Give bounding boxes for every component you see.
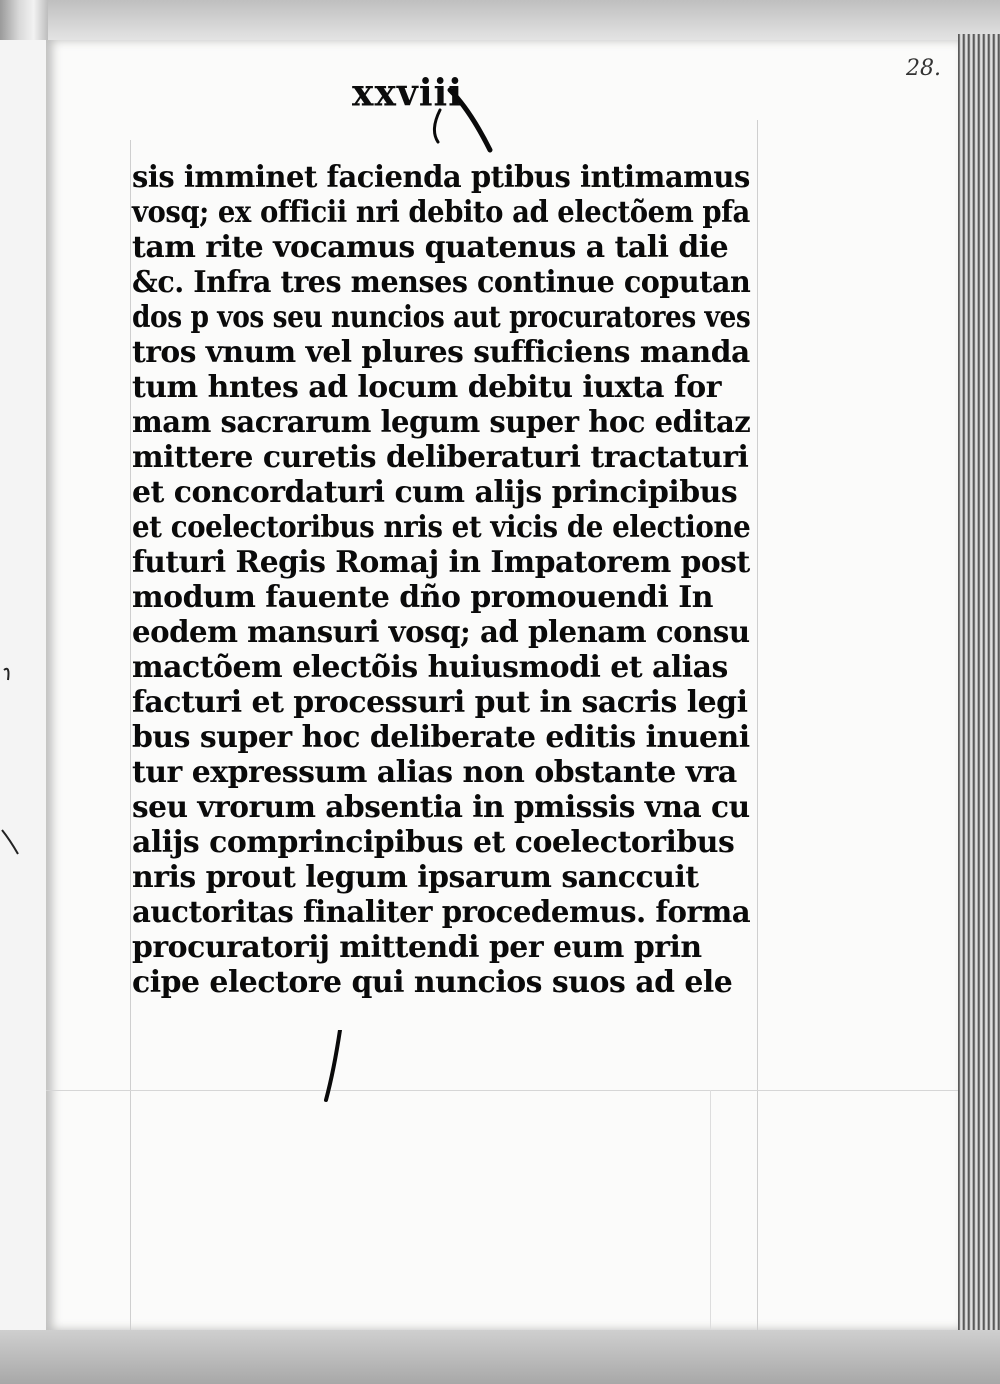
text-line: tros vnum vel plures sufficiens manda xyxy=(132,335,750,370)
text-line: cipe electore qui nuncios suos ad ele xyxy=(132,965,733,1000)
text-line: bus super hoc deliberate editis inueni xyxy=(132,720,750,755)
text-line: futuri Regis Romaj in Impatorem post xyxy=(132,545,750,580)
text-line: tum hntes ad locum debitu iuxta for xyxy=(132,370,722,405)
text-line: seu vrorum absentia in pmissis vna cu xyxy=(132,790,750,825)
text-line: procuratorij mittendi per eum prin xyxy=(132,930,702,965)
text-line: et coelectoribus nris et vicis de electione xyxy=(132,510,751,545)
manuscript-text xyxy=(132,160,752,1000)
ruling-line-bottom xyxy=(46,1090,958,1091)
text-line: tur expressum alias non obstante vra xyxy=(132,755,737,790)
text-line: vosq; ex officii nri debito ad electõem pfa xyxy=(132,195,750,230)
text-line: et concordaturi cum alijs principibus xyxy=(132,475,738,510)
folio-number: 28. xyxy=(906,56,941,81)
text-line: nris prout legum ipsarum sanccuit xyxy=(132,860,699,895)
text-line: eodem mansuri vosq; ad plenam consu xyxy=(132,615,750,650)
text-line: facturi et processuri put in sacris legi xyxy=(132,685,748,720)
descender-flourish xyxy=(300,1030,360,1110)
ruling-line-right xyxy=(757,120,758,1330)
ruling-line-lower xyxy=(710,1090,711,1330)
text-line: mittere curetis deliberaturi tractaturi xyxy=(132,440,749,475)
text-line: alijs comprincipibus et coelectoribus xyxy=(132,825,735,860)
text-line: modum fauente dño promouendi In xyxy=(132,580,713,615)
chapter-heading: xxviii xyxy=(352,70,463,116)
text-line: sis imminet facienda ptibus intimamus xyxy=(132,160,750,195)
text-line: tam rite vocamus quatenus a tali die xyxy=(132,230,729,265)
page-edges xyxy=(958,34,1000,1334)
background-bottom xyxy=(0,1330,1000,1384)
heading-flourish xyxy=(410,80,520,160)
ruling-line-left xyxy=(130,140,131,1330)
text-line: mam sacrarum legum super hoc editaz xyxy=(132,405,751,440)
text-line: dos p vos seu nuncios aut procuratores ves xyxy=(132,300,751,335)
text-line: &c. Infra tres menses continue coputan xyxy=(132,265,751,300)
text-line: auctoritas finaliter procedemus. forma xyxy=(132,895,751,930)
text-line: mactõem electõis huiusmodi et alias xyxy=(132,650,728,685)
facing-page-ink-marks xyxy=(0,640,40,880)
